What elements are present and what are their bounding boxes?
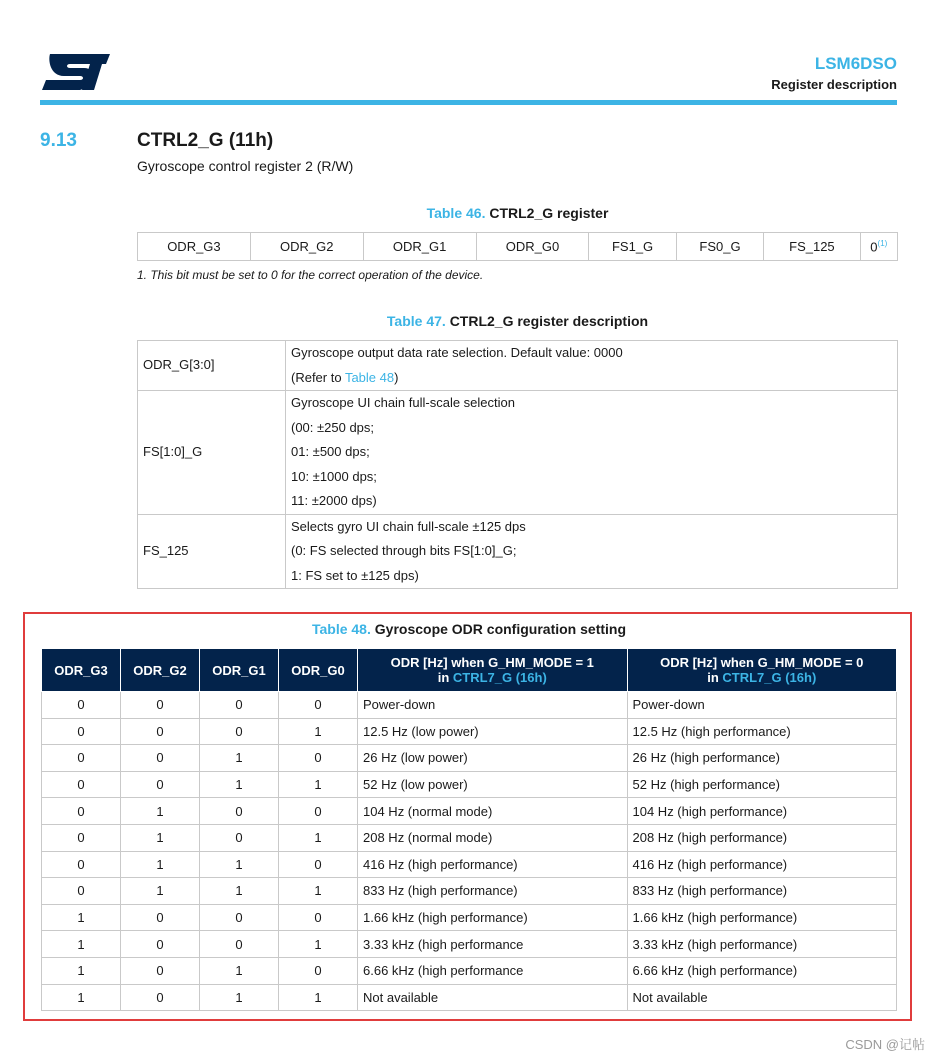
description-line: Gyroscope output data rate selection. Default value: 0000 [291,345,623,360]
odr-value-cell: 208 Hz (high performance) [627,824,897,851]
odr-value-cell: 3.33 kHz (high performance [358,931,628,958]
bit-value-cell: 1 [279,824,358,851]
bit-value-cell: 0 [121,771,200,798]
odr-value-cell: 12.5 Hz (high performance) [627,718,897,745]
bit-value-cell: 0 [279,798,358,825]
bit-value-cell: 0 [200,931,279,958]
odr-value-cell: 416 Hz (high performance) [358,851,628,878]
table-row [42,878,897,905]
bit-value-cell: 1 [200,745,279,772]
bit-value-cell: 0 [42,798,121,825]
ctrl7-g-link[interactable]: CTRL7_G (16h) [722,670,817,685]
register-bit-cell: ODR_G3 [138,233,251,261]
register-bit-cell: ODR_G0 [476,233,589,261]
odr-value-cell: 3.33 kHz (high performance) [627,931,897,958]
bit-value-cell: 0 [200,692,279,719]
odr-value-cell: 104 Hz (high performance) [627,798,897,825]
table-row [42,904,897,931]
header-text: ODR [Hz] when G_HM_MODE = 1 [390,655,594,670]
bit-value-cell: 0 [121,931,200,958]
bit-value-cell: 0 [121,984,200,1011]
bit-value-cell: 0 [121,957,200,984]
bit-value-cell: 1 [121,878,200,905]
bit-value-cell: 0 [42,851,121,878]
odr-value-cell: Power-down [358,692,628,719]
odr-value-cell: 833 Hz (high performance) [627,878,897,905]
header-in: in [437,670,453,685]
register-bit-cell: FS0_G [676,233,763,261]
bit-value-cell: 0 [42,771,121,798]
bit-value-cell: 1 [42,931,121,958]
field-name: ODR_G[3:0] [138,341,286,391]
description-line: (0: FS selected through bits FS[1:0]_G; [291,543,517,558]
description-line: Gyroscope UI chain full-scale selection [291,395,515,410]
bit-value-cell: 1 [279,878,358,905]
odr-value-cell: 52 Hz (high performance) [627,771,897,798]
table-row [42,957,897,984]
bit-value-cell: 0 [42,745,121,772]
table47-caption [137,313,898,329]
bit-value-cell: 1 [42,957,121,984]
bit-value-cell: 0 [42,718,121,745]
column-header: ODR_G2 [121,649,200,692]
field-name: FS_125 [138,514,286,589]
bit-value-cell: 0 [121,718,200,745]
section-title: CTRL2_G (11h) [137,130,274,151]
ctrl2-g-register-table [137,232,898,261]
odr-value-cell: 6.66 kHz (high performance) [627,957,897,984]
field-description [286,391,898,515]
bit-value-cell: 1 [121,824,200,851]
odr-value-cell: 833 Hz (high performance) [358,878,628,905]
table48-caption [41,621,897,637]
bit-value-cell: 0 [200,718,279,745]
odr-value-cell: 1.66 kHz (high performance) [627,904,897,931]
odr-value-cell: 52 Hz (low power) [358,771,628,798]
ctrl2-g-description-table [137,340,898,589]
bit-value-cell: 1 [200,771,279,798]
ctrl7-g-link[interactable]: CTRL7_G (16h) [452,670,547,685]
table46-caption-text: CTRL2_G register [489,205,609,221]
section-number: 9.13 [40,130,77,151]
bit-value-cell: 1 [200,984,279,1011]
bit-value-cell: 1 [200,878,279,905]
header-ref [362,670,623,685]
table-row [42,984,897,1011]
bit-value-cell: 0 [42,824,121,851]
odr-value-cell: 26 Hz (low power) [358,745,628,772]
bit-value-cell: 0 [200,824,279,851]
odr-header-row [42,649,897,692]
bit-value-cell: 1 [279,771,358,798]
description-line: Selects gyro UI chain full-scale ±125 dps [291,518,526,534]
description-row [138,514,898,589]
header-in: in [707,670,723,685]
description-line: 01: ±500 dps; [291,444,370,459]
header-divider [40,100,897,105]
register-bit-cell: FS1_G [589,233,676,261]
bit-value-cell: 0 [279,957,358,984]
description-row [138,341,898,391]
bit-value-cell: 1 [279,718,358,745]
ref-prefix: (Refer to [291,369,345,385]
description-line: 1: FS set to ±125 dps) [291,567,419,583]
column-header-odr-hm0 [627,649,897,692]
bit-value-cell: 0 [200,798,279,825]
bit-value-cell: 0 [42,878,121,905]
table-row [42,851,897,878]
bit-value-cell: 1 [279,984,358,1011]
st-logo-icon [40,52,112,92]
odr-value-cell: 26 Hz (high performance) [627,745,897,772]
ref-suffix: ) [394,369,399,385]
register-bit-cell: ODR_G1 [363,233,476,261]
bit-value-cell: 1 [42,904,121,931]
odr-value-cell: 1.66 kHz (high performance) [358,904,628,931]
bit-value-cell: 1 [200,851,279,878]
odr-value-cell: Power-down [627,692,897,719]
odr-value-cell: 416 Hz (high performance) [627,851,897,878]
odr-value-cell: 6.66 kHz (high performance [358,957,628,984]
table-row [42,798,897,825]
table-row [42,771,897,798]
column-header: ODR_G1 [200,649,279,692]
column-header: ODR_G3 [42,649,121,692]
odr-value-cell: 104 Hz (normal mode) [358,798,628,825]
bit-value-cell: 1 [42,984,121,1011]
odr-value-cell: 208 Hz (normal mode) [358,824,628,851]
bit-value-cell: 0 [200,904,279,931]
bit-value-cell: 0 [121,904,200,931]
bit-value-cell: 0 [279,851,358,878]
table48-link[interactable]: Table 48 [344,369,395,385]
doc-title: LSM6DSO [814,54,897,73]
bit-value-cell: 0 [279,904,358,931]
odr-value-cell: Not available [627,984,897,1011]
description-line: 10: ±1000 dps; [291,468,377,484]
description-row [138,391,898,515]
bit-value-cell: 1 [200,957,279,984]
register-bit-cell: FS_125 [764,233,860,261]
table46-caption-number: Table 46. [426,205,486,221]
column-header-odr-hm1 [358,649,628,692]
table-row [42,718,897,745]
description-line: (00: ±250 dps; [291,419,375,435]
table48-caption-number: Table 48. [311,621,371,637]
bit-value-cell: 0 [42,692,121,719]
odr-value-cell: 12.5 Hz (low power) [358,718,628,745]
watermark: CSDN @记帖 [845,1037,925,1052]
bit-value-cell: 0 [121,745,200,772]
column-header: ODR_G0 [279,649,358,692]
table47-caption-number: Table 47. [386,313,446,329]
table46-footnote: 1. This bit must be set to 0 for the correct operation of the device. [137,268,484,282]
bit-value-cell: 1 [121,851,200,878]
description-line: 11: ±2000 dps) [291,493,377,508]
section-subtitle: Gyroscope control register 2 (R/W) [137,158,354,174]
field-description [286,514,898,589]
gyro-odr-table [41,648,897,1011]
table48-caption-text: Gyroscope ODR configuration setting [374,621,627,637]
bit-value-cell: 0 [279,745,358,772]
field-name: FS[1:0]_G [138,391,286,515]
odr-table-body [42,692,897,1011]
bit-value-cell: 0 [279,692,358,719]
register-bit-value: 0 [870,239,878,255]
header-ref [632,670,893,685]
register-bits-row [138,233,898,261]
description-line [291,366,892,391]
table47-caption-text: CTRL2_G register description [449,313,649,329]
odr-value-cell: Not available [358,984,628,1011]
table-row [42,745,897,772]
bit-value-cell: 1 [279,931,358,958]
table-row [42,824,897,851]
doc-subtitle: Register description [771,77,897,92]
header-text: ODR [Hz] when G_HM_MODE = 0 [660,655,864,670]
table-row [42,692,897,719]
bit-value-cell: 0 [121,692,200,719]
field-description [286,341,898,391]
footnote-ref-link[interactable]: (1) [877,238,888,248]
table46-caption [137,205,898,221]
register-bit-cell [860,233,897,261]
register-bit-cell: ODR_G2 [250,233,363,261]
bit-value-cell: 1 [121,798,200,825]
table-row [42,931,897,958]
